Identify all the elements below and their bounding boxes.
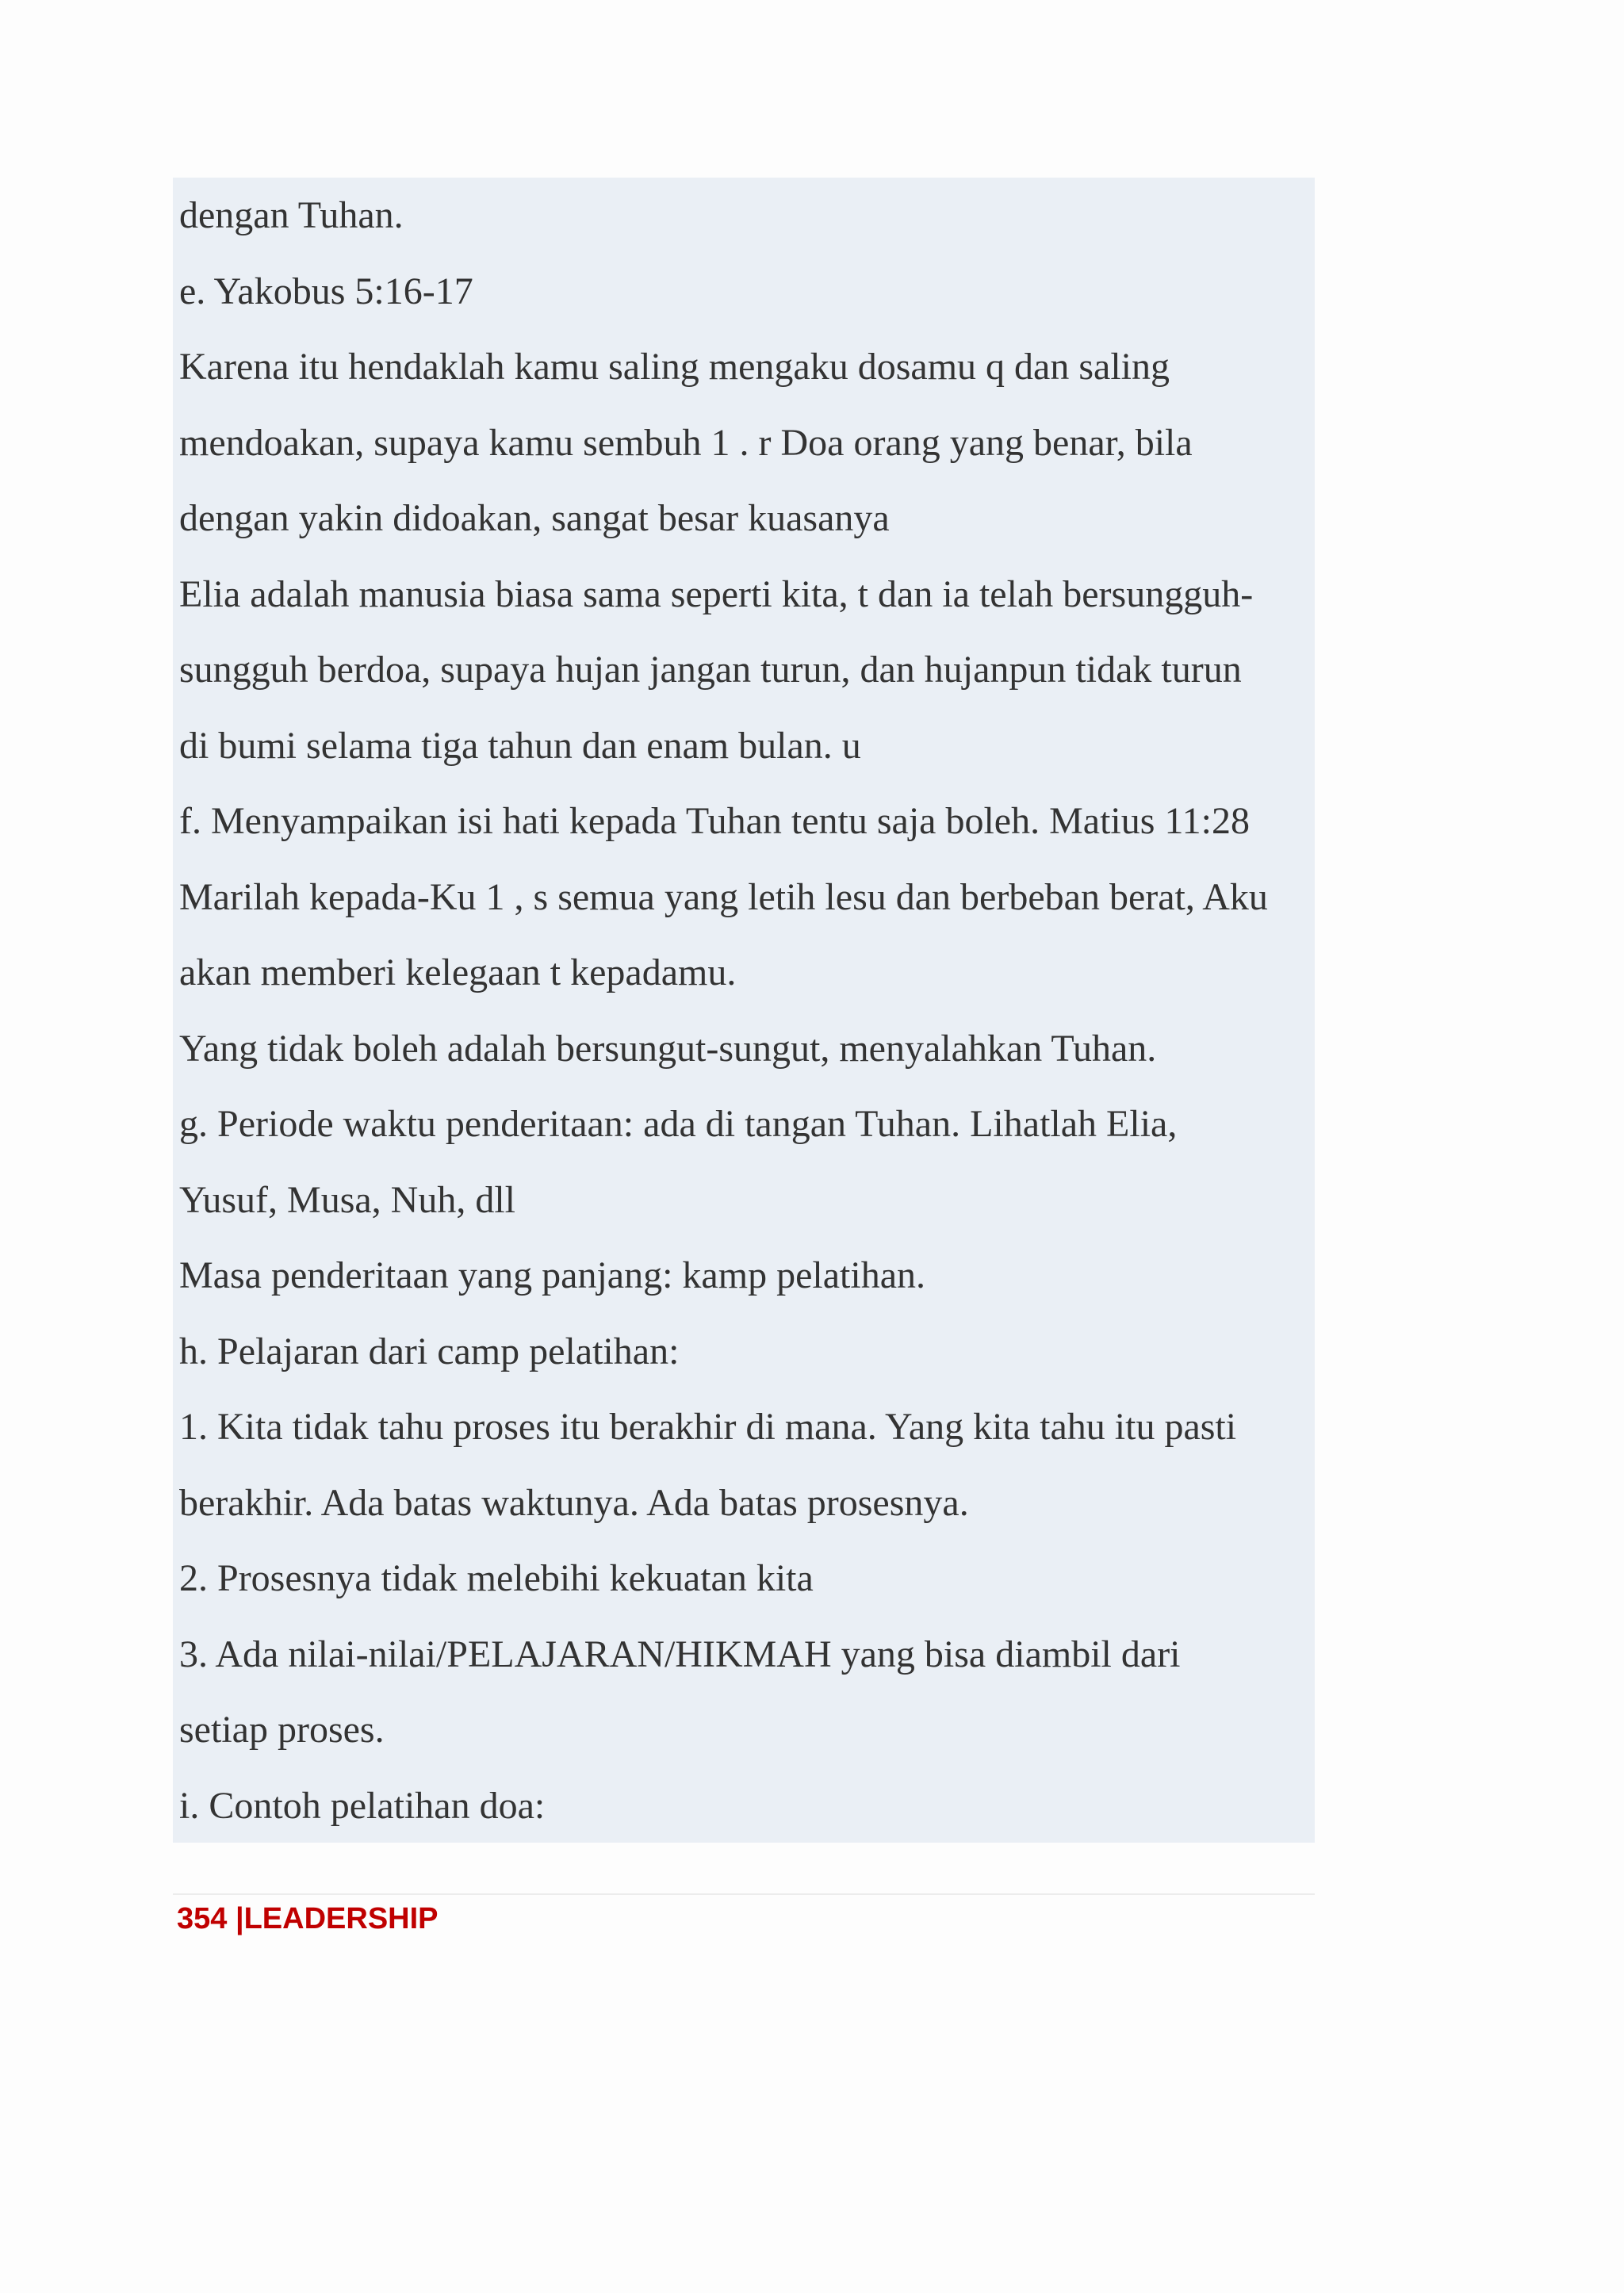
text-line: berakhir. Ada batas waktunya. Ada batas prosesnya. (179, 1481, 969, 1524)
text-line: i. Contoh pelatihan doa: (179, 1784, 546, 1827)
text-line: Elia adalah manusia biasa sama seperti kita, t dan ia telah bersungguh- (179, 572, 1254, 615)
text-line: Yang tidak boleh adalah bersungut-sungut, menyalahkan Tuhan. (179, 1027, 1157, 1070)
text-line: Karena itu hendaklah kamu saling mengaku dosamu q dan saling (179, 346, 1170, 388)
body-text-block (173, 178, 1315, 1843)
text-line: e. Yakobus 5:16-17 (179, 270, 473, 312)
text-line: f. Menyampaikan isi hati kepada Tuhan tentu saja boleh. Matius 11:28 (179, 800, 1250, 842)
text-line: Masa penderitaan yang panjang: kamp pelatihan. (179, 1254, 925, 1296)
text-line: akan memberi kelegaan t kepadamu. (179, 951, 737, 993)
text-line: Marilah kepada-Ku 1 , s semua yang letih lesu dan berbeban berat, Aku (179, 875, 1268, 918)
text-line: h. Pelajaran dari camp pelatihan: (179, 1330, 680, 1372)
text-line: di bumi selama tiga tahun dan enam bulan. u (179, 724, 861, 767)
page-footer: 354 |LEADERSHIP (177, 1902, 439, 1935)
text-line: 2. Prosesnya tidak melebihi kekuatan kita (179, 1557, 814, 1599)
text-line: mendoakan, supaya kamu sembuh 1 . r Doa orang yang benar, bila (179, 421, 1193, 464)
text-line: dengan yakin didoakan, sangat besar kuasanya (179, 497, 890, 539)
text-line: 1. Kita tidak tahu proses itu berakhir di mana. Yang kita tahu itu pasti (179, 1406, 1237, 1448)
text-line: Yusuf, Musa, Nuh, dll (179, 1178, 516, 1221)
text-line: sungguh berdoa, supaya hujan jangan turun, dan hujanpun tidak turun (179, 649, 1242, 691)
text-line: dengan Tuhan. (179, 194, 404, 236)
text-line: setiap proses. (179, 1709, 385, 1751)
text-line: g. Periode waktu penderitaan: ada di tangan Tuhan. Lihatlah Elia, (179, 1103, 1178, 1145)
footer-divider (173, 1893, 1315, 1895)
text-line: 3. Ada nilai-nilai/PELAJARAN/HIKMAH yang bisa diambil dari (179, 1633, 1181, 1675)
